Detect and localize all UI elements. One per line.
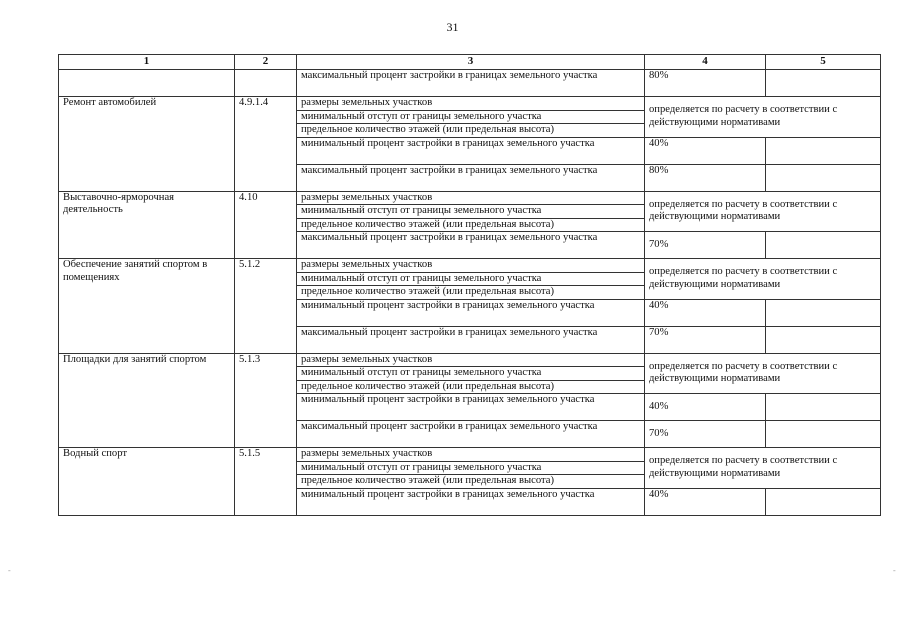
parameter-cell: размеры земельных участков xyxy=(297,191,645,205)
value-cell: 70% xyxy=(645,232,766,259)
value-cell: 40% xyxy=(645,488,766,515)
note-cell xyxy=(766,232,881,259)
normative-cell: определяется по расчету в соответствии с действующими нормативами xyxy=(645,259,881,300)
parameter-cell: предельное количество этажей (или предельная высота) xyxy=(297,124,645,138)
parameter-cell: минимальный процент застройки в границах земельного участка xyxy=(297,137,645,164)
use-code-cell xyxy=(235,70,297,97)
parameter-cell: минимальный отступ от границы земельного участка xyxy=(297,205,645,219)
use-code-cell: 4.10 xyxy=(235,191,297,259)
value-cell: 70% xyxy=(645,421,766,448)
value-cell: 40% xyxy=(645,394,766,421)
parameter-cell: максимальный процент застройки в границах земельного участка xyxy=(297,421,645,448)
parameter-cell: размеры земельных участков xyxy=(297,448,645,462)
note-cell xyxy=(766,394,881,421)
parameter-cell: минимальный отступ от границы земельного участка xyxy=(297,110,645,124)
column-header: 4 xyxy=(645,55,766,70)
use-name-cell: Ремонт автомобилей xyxy=(59,97,235,192)
normative-cell: определяется по расчету в соответствии с действующими нормативами xyxy=(645,353,881,394)
parameter-cell: максимальный процент застройки в границах земельного участка xyxy=(297,326,645,353)
page-number: 31 xyxy=(446,20,459,34)
column-header: 3 xyxy=(297,55,645,70)
table-row xyxy=(59,259,881,273)
parameter-cell: предельное количество этажей (или предельная высота) xyxy=(297,218,645,232)
parameter-cell: минимальный процент застройки в границах земельного участка xyxy=(297,488,645,515)
table-row xyxy=(59,70,881,97)
note-cell xyxy=(766,70,881,97)
parameter-cell: минимальный процент застройки в границах земельного участка xyxy=(297,394,645,421)
normative-cell: определяется по расчету в соответствии с действующими нормативами xyxy=(645,191,881,232)
zoning-parameters-table xyxy=(58,54,881,516)
parameter-cell: минимальный процент застройки в границах земельного участка xyxy=(297,299,645,326)
value-cell: 80% xyxy=(645,164,766,191)
table-row xyxy=(59,191,881,205)
parameter-cell: максимальный процент застройки в границах земельного участка xyxy=(297,232,645,259)
use-name-cell: Выставочно-ярморочная деятельность xyxy=(59,191,235,259)
use-name-cell: Площадки для занятий спортом xyxy=(59,353,235,448)
use-code-cell: 5.1.3 xyxy=(235,353,297,448)
use-name-cell: Обеспечение занятий спортом в помещениях xyxy=(59,259,235,354)
note-cell xyxy=(766,137,881,164)
table-body xyxy=(59,70,881,516)
parameter-cell: предельное количество этажей (или предельная высота) xyxy=(297,380,645,394)
column-header: 2 xyxy=(235,55,297,70)
note-cell xyxy=(766,299,881,326)
use-name-cell xyxy=(59,70,235,97)
table-row xyxy=(59,97,881,111)
parameter-cell: размеры земельных участков xyxy=(297,353,645,367)
use-name-cell: Водный спорт xyxy=(59,448,235,516)
column-header: 5 xyxy=(766,55,881,70)
normative-cell: определяется по расчету в соответствии с действующими нормативами xyxy=(645,448,881,489)
parameter-cell: минимальный отступ от границы земельного участка xyxy=(297,367,645,381)
note-cell xyxy=(766,164,881,191)
parameter-cell: минимальный отступ от границы земельного участка xyxy=(297,272,645,286)
value-cell: 40% xyxy=(645,137,766,164)
use-code-cell: 5.1.2 xyxy=(235,259,297,354)
parameter-cell: предельное количество этажей (или предельная высота) xyxy=(297,475,645,489)
value-cell: 40% xyxy=(645,299,766,326)
use-code-cell: 4.9.1.4 xyxy=(235,97,297,192)
table-row xyxy=(59,353,881,367)
note-cell xyxy=(766,421,881,448)
parameter-cell: минимальный отступ от границы земельного участка xyxy=(297,461,645,475)
table-header-row xyxy=(59,55,881,70)
table-row xyxy=(59,448,881,462)
parameter-cell: размеры земельных участков xyxy=(297,259,645,273)
note-cell xyxy=(766,488,881,515)
parameter-cell: размеры земельных участков xyxy=(297,97,645,111)
parameter-cell: предельное количество этажей (или предельная высота) xyxy=(297,286,645,300)
parameter-cell: максимальный процент застройки в границах земельного участка xyxy=(297,164,645,191)
parameter-cell: максимальный процент застройки в границах земельного участка xyxy=(297,70,645,97)
scan-mark: - xyxy=(8,566,11,575)
column-header: 1 xyxy=(59,55,235,70)
normative-cell: определяется по расчету в соответствии с действующими нормативами xyxy=(645,97,881,138)
note-cell xyxy=(766,326,881,353)
value-cell: 80% xyxy=(645,70,766,97)
value-cell: 70% xyxy=(645,326,766,353)
use-code-cell: 5.1.5 xyxy=(235,448,297,516)
scan-mark: - xyxy=(893,566,896,575)
